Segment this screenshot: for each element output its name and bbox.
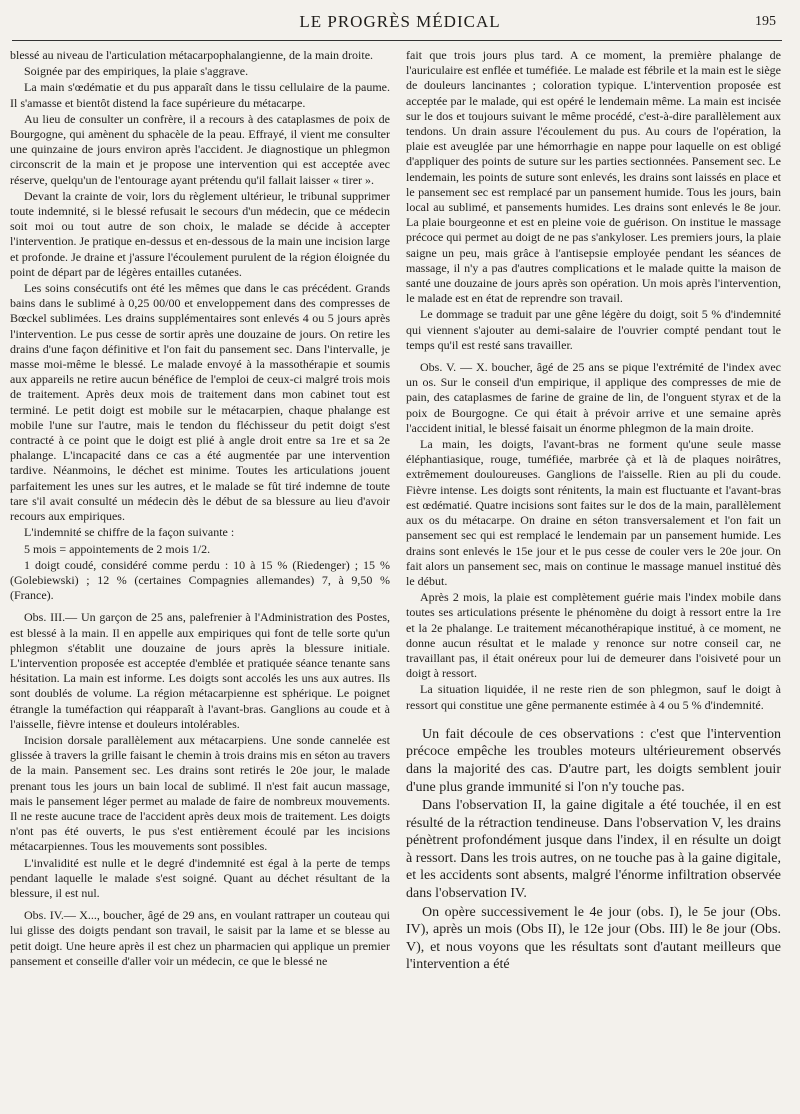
paragraph: Après 2 mois, la plaie est complètement guérie mais l'index mobile dans toutes ses articulations présente le phénomène du doigt à ressort entre la 1re et la 2e phalange. Le traitement mécanothérapique institué, à ce moment, ne donne aucun résultat et le malade y renonce sur notre conseil car, ne travaillant pas, il était onéreux pour lui de demeurer dans l'oisiveté pour un doigt à ressort. bbox=[406, 590, 781, 681]
paragraph: Devant la crainte de voir, lors du règlement ultérieur, le tribunal supprimer toute indemnité, si le blessé refusait le secours d'un médecin, que ce médecin soit moi ou tout autre de son choix, le malade se décide à accepter l'intervention. Je pratique en-dessus et en-dessous de la main une incision large et profonde. Je draine et j'assure l'écoulement purulent de la région éloignée du point de départ par de légères entailles cutanées. bbox=[10, 188, 390, 279]
paragraph: Incision dorsale parallèlement aux métacarpiens. Une sonde cannelée est glissée à travers la grille faisant le chemin à trois drains mis en séton au travers de la main. Pansement sec. Les drains sont retirés le 20e jour, le malade prenant tous les jours un bain local de sublimé. Il n'est fait aucun massage, mais le pansement léger permet au malade de faire de nombreux mouvements. Il ne reste aucune trace de l'accident après deux mois de traitement. Les doigts n'ont pas été ouverts, le pus s'est entièrement écoulé par les incisions métacarpiennes. Tous les mouvements sont possibles. bbox=[10, 732, 390, 854]
paragraph: L'invalidité est nulle et le degré d'indemnité est égal à la perte de temps pendant laquelle le malade s'est soigné. Quant au déchet résultant de la blessure, il est nul. bbox=[10, 855, 390, 900]
paragraph: Le dommage se traduit par une gêne légère du doigt, soit 5 % d'indemnité qui viennent s'ajouter au demi-salaire de l'ouvrier compté pendant tout le temps qu'il est resté sans travailler. bbox=[406, 307, 781, 352]
conclusion-paragraph: Un fait découle de ces observations : c'est que l'intervention précoce empêche les troubles moteurs ultérieurement observés dans la majorité des cas. D'autre part, les doigts semblent jouir d'une plus grande immunité si l'on n'y touche pas. bbox=[406, 726, 781, 795]
paragraph: Les soins consécutifs ont été les mêmes que dans le cas précédent. Grands bains dans le sublimé à 0,25 00/00 et enveloppement dans des compresses de Bœckel sublimées. Les drains supplémentaires sont enlevés 4 ou 5 jours après l'intervention. Le pus cesse de sortir après une douzaine de jours. On retire les drains d'une façon définitive et l'on fait du pansement sec. Dans l'intervalle, je masse moi-même le blessé. Le malade envoyé à la massothérapie et soumis aux appareils ne retire aucun bénéfice de l'emploi de ceux-ci malgré trois mois de traitement. Après deux mois de traitement dans mon cabinet tout est terminé. Le petit doigt est mobile sur le métacarpien, chaque phalange est mobile l'une sur l'autre, mais le tendon du fléchisseur du petit doigt s'est contracté à ce point que le doigt est plié à angle droit entre sa 1re et sa 2e phalange. L'incapacité dans ce cas a été augmentée par une intervention tardive. Néanmoins, le déchet est minime. Toutes les articulations jouent parfaitement les unes sur les autres, et le malade se fût tiré indemne de toute tare s'il avait consulté un médecin dès le début de sa blessure au lieu d'avoir recours aux empiriques. bbox=[10, 281, 390, 524]
paragraph: La main s'œdématie et du pus apparaît dans le tissu cellulaire de la paume. Il s'amasse et bientôt distend la face supérieure du métacarpe. bbox=[10, 80, 390, 110]
header-rule bbox=[12, 40, 782, 41]
observation-paragraph: Obs. IV.— X..., boucher, âgé de 29 ans, en voulant rattraper un couteau qui lui glisse des doigts pendant son travail, le saisit par la lame et se blesse au petit doigt. Une heure après il est chez un pharmacien qui applique un premier pansement et conseille d'aller voir un médecin, ce que le blessé ne bbox=[10, 908, 390, 968]
conclusion-paragraph: On opère successivement le 4e jour (obs. I), le 5e jour (Obs. IV), après un mois (Obs II), le 12e jour (Obs. III) le 8e jour (Obs. V), et nous voyons que les résultats sont d'autant meilleurs que l'intervention a été bbox=[406, 904, 781, 973]
page-header bbox=[0, 0, 800, 48]
paragraph: blessé au niveau de l'articulation métacarpophalangienne, de la main droite. bbox=[10, 48, 374, 62]
left-column bbox=[10, 48, 390, 970]
observation-paragraph: Obs. V. — X. boucher, âgé de 25 ans se pique l'extrémité de l'index avec un os. Sur le conseil d'un empirique, il applique des compresses de mie de pain, des cataplasmes de farine de graine de lin, de l'onguent styrax et de la poix de Bourgogne. Ce qui était à prévoir arrive et une semaine après l'accident initial, le blessé faisait un énorme phlegmon de la main droite. bbox=[406, 360, 781, 435]
observation-paragraph: Obs. III.— Un garçon de 25 ans, palefrenier à l'Administration des Postes, est blessé à la main. Il en appelle aux empiriques qui font de telle sorte qu'un phlegmon s'établit une douzaine de jours après la blessure initiale. L'intervention proposée est acceptée d'emblée et pratiquée séance tenante sans hésitation. La main est informe. Les doigts sont accolés les uns aux autres. Ils sont doublés de volume. La région métacarpienne est sphérique. Le poignet étrangle la tuméfaction qui réapparaît à l'avant-bras. Ganglions au coude et à l'aisselle, fièvre intense et douleurs intolérables. bbox=[10, 610, 390, 731]
paragraph: 5 mois = appointements de 2 mois 1/2. bbox=[24, 541, 211, 556]
journal-title: LE PROGRÈS MÉDICAL bbox=[299, 12, 501, 31]
gap bbox=[406, 714, 781, 726]
paragraph: 1 doigt coudé, considéré comme perdu : 10 à 15 % (Riedenger) ; 15 % (Golebiewski) ; 12 % (certaines Compagnies allemandes) 7, à 9,50 % (France). bbox=[10, 557, 390, 603]
page-number: 195 bbox=[755, 14, 776, 29]
paragraph: fait que trois jours plus tard. A ce moment, la première phalange de l'auriculaire est enflée et tuméfiée. Le malade est fébrile et la main est le siège de douleurs lancinantes ; coloration typique. L'intervention proposée est acceptée par le malade, qui est opéré le lendemain même. La main est incisée sur le dos et toujours suivant le même procédé, c'est-à-dire parallèlement aux tendons. Un drain assure l'écoulement du pus. Au cours de l'opération, la plaie est aveuglée par une hémorrhagie en nappe pour laquelle on est obligé d'appliquer des points de suture sur les parties sectionnées. Pansement sec. Le lendemain, les points de suture sont enlevés, les drains sont laissés en place et le pansement sec est remplacé par un pansement humide. Tous les jours, bain local au sublimé, et pansements humides. Les drains sont enlevés le 8e jour. La plaie bourgeonne et est en pleine voie de guérison. On institue le massage précoce qui permet au doigt de ne pas s'ankyloser. Les premiers jours, la plaie saigne un peu, mais grâce à l'antisepsie employée pendant les séances de massage, il n'y a pas d'autres complications et le malade quitte la maison de santé une douzaine de jours après son opération. Un mois après l'intervention, le malade est en état de reprendre son travail. bbox=[406, 48, 781, 306]
conclusion-paragraph: Dans l'observation II, la gaine digitale a été touchée, il en est résulté de la rétraction tendineuse. Dans l'observation V, les drains pénètrent profondément jusque dans l'index, il en résulte un doigt à ressort. Dans les trois autres, on ne touche pas à la gaine digitale, et les accidents sont absents, malgré l'énorme infiltration observée dans l'observation IV. bbox=[406, 798, 781, 902]
paragraph: La main, les doigts, l'avant-bras ne forment qu'une seule masse éléphantiasique, rouge, tuméfiée, marbrée çà et là de plaques noirâtres, extrêmement douloureuses. Ganglions de l'aisselle. Rien au pli du coude. Fièvre intense. Les doigts sont rénitents, la main est fluctuante et l'avant-bras est œdématié. Quatre incisions sont faites sur le dos de la main, parallèlement aux os du métacarpe. On draine en séton transversalement et l'on fait un pansement sec qui est remplacé le lendemain par un pansement humide. Les drains sont enlevés le 15e jour et le pus cesse de couler vers le 20e jour. On fait alors un pansement sec, mais on continue le massage manuel institué dès le début. bbox=[406, 437, 781, 588]
paragraph: L'indemnité se chiffre de la façon suivante : bbox=[24, 525, 235, 540]
paragraph: Au lieu de consulter un confrère, il a recours à des cataplasmes de poix de Bourgogne, qui amènent du sphacèle de la peau. Effrayé, il vient me consulter une quinzaine de jours environ après l'accident. Je diagnostique un phlegmon circonscrit de la main et je propose une intervention qui est acceptée avec réserve, quelqu'un de l'entourage ayant prétendu qu'il fallait laisser « tirer ». bbox=[10, 111, 390, 187]
right-column bbox=[406, 48, 781, 975]
paragraph: Soignée par des empiriques, la plaie s'aggrave. bbox=[24, 64, 249, 79]
paragraph: La situation liquidée, il ne reste rien de son phlegmon, sauf le doigt à ressort qui constitue une gêne permanente estimée à 4 ou 5 % d'indemnité. bbox=[406, 682, 781, 712]
